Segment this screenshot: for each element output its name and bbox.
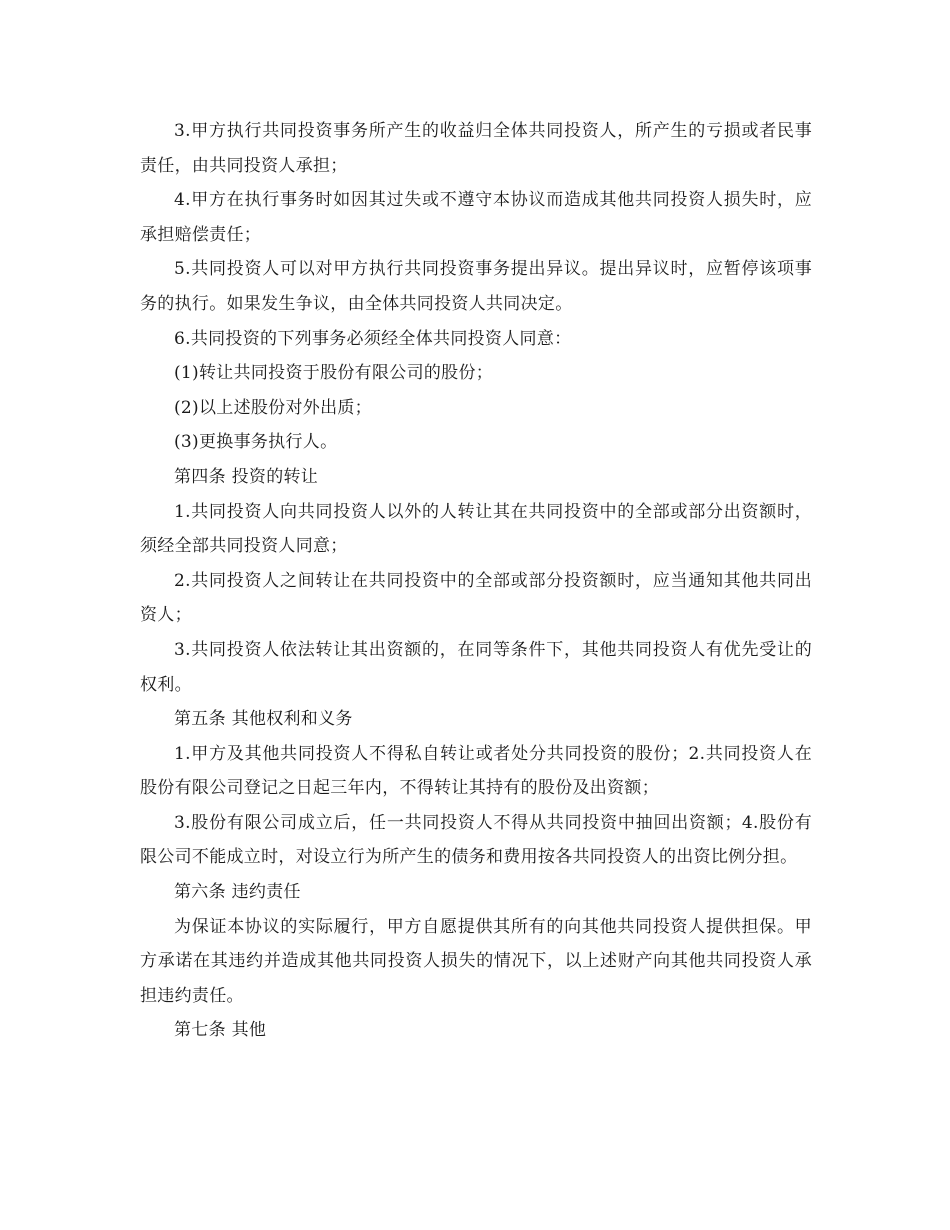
clause-paragraph: 5.共同投资人可以对甲方执行共同投资事务提出异议。提出异议时，应暂停该项事务的执行。如果发生争议，由全体共同投资人共同决定。 — [140, 259, 812, 314]
clause-paragraph: 3.共同投资人依法转让其出资额的，在同等条件下，其他共同投资人有优先受让的权利。 — [140, 639, 812, 695]
article-heading: 第六条 违约责任 — [174, 882, 301, 903]
clause-paragraph: 3.股份有限公司成立后，任一共同投资人不得从共同投资中抽回出资额；4.股份有限公司不能成立时，对设立行为所产生的债务和费用按各共同投资人的出资比例分担。 — [140, 812, 812, 868]
article-heading: 第五条 其他权利和义务 — [174, 709, 353, 730]
clause-paragraph: 为保证本协议的实际履行，甲方自愿提供其所有的向其他共同投资人提供担保。甲方承诺在其违约并造成其他共同投资人损失的情况下，以上述财产向其他共同投资人承担违约责任。 — [140, 916, 812, 1006]
clause-paragraph: 2.共同投资人之间转让在共同投资中的全部或部分投资额时，应当通知其他共同出资人； — [140, 570, 812, 626]
clause-paragraph: 1.共同投资人向共同投资人以外的人转让其在共同投资中的全部或部分出资额时，须经全部共同投资人同意； — [140, 501, 812, 557]
clause-paragraph: 3.甲方执行共同投资事务所产生的收益归全体共同投资人，所产生的亏损或者民事责任，由共同投资人承担； — [140, 121, 812, 176]
clause-sub-item: (3)更换事务执行人。 — [174, 432, 338, 453]
clause-paragraph: 1.甲方及其他共同投资人不得私自转让或者处分共同投资的股份；2.共同投资人在股份有限公司登记之日起三年内，不得转让其持有的股份及出资额； — [140, 743, 812, 799]
clause-sub-item: (1)转让共同投资于股份有限公司的股份； — [174, 363, 494, 384]
article-heading: 第四条 投资的转让 — [174, 466, 319, 487]
article-heading: 第七条 其他 — [174, 1020, 267, 1041]
document-body — [140, 114, 812, 1048]
clause-sub-item: (2)以上述股份对外出质； — [174, 397, 372, 418]
clause-paragraph: 6.共同投资的下列事务必须经全体共同投资人同意： — [174, 328, 572, 349]
clause-paragraph: 4.甲方在执行事务时如因其过失或不遵守本协议而造成其他共同投资人损失时，应承担赔偿责任； — [140, 190, 812, 245]
